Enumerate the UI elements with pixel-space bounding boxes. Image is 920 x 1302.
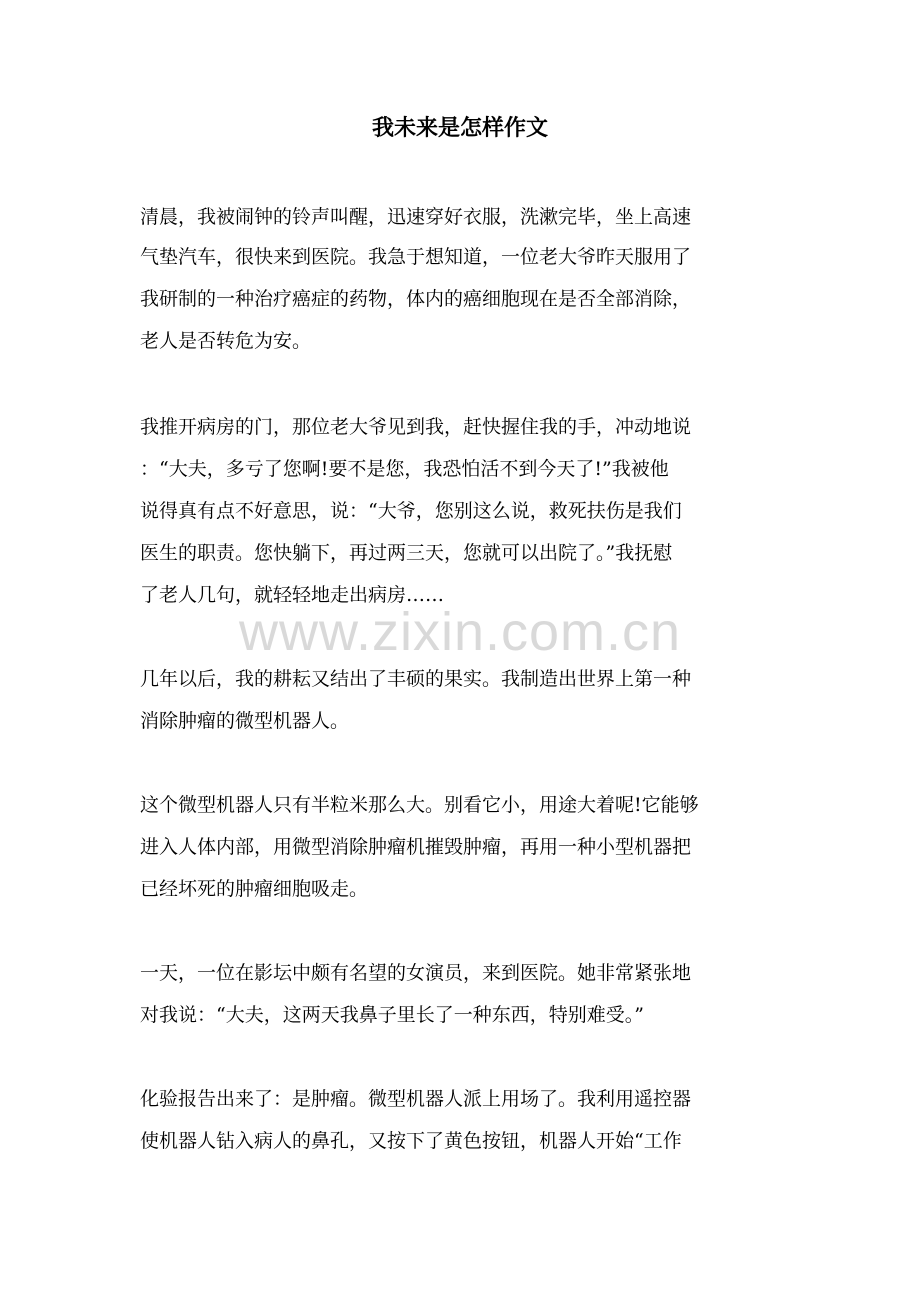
paragraph-4-line-3: 已经坏死的肿瘤细胞吸走。 [140,878,369,900]
paragraph-2-line-2: ：“大夫，多亏了您啊!要不是您，我恐怕活不到今天了!”我被他 [140,458,669,480]
paragraph-5-line-2: 对我说：“大夫，这两天我鼻子里长了一种东西，特别难受。” [140,1004,644,1026]
document-title: 我未来是怎样作文 [371,115,548,141]
paragraph-2-line-4: 医生的职责。您快躺下，再过两三天，您就可以出院了。”我抚慰 [140,542,673,564]
paragraph-1-line-1: 清晨，我被闹钟的铃声叫醒，迅速穿好衣服，洗漱完毕，坐上高速 [140,206,692,228]
paragraph-1-line-4: 老人是否转危为安。 [140,330,312,352]
paragraph-6-line-1: 化验报告出来了：是肿瘤。微型机器人派上用场了。我利用遥控器 [140,1088,692,1110]
paragraph-3-line-1: 几年以后，我的耕耘又结出了丰硕的果实。我制造出世界上第一种 [140,668,692,690]
paragraph-6-line-2: 使机器人钻入病人的鼻孔，又按下了黄色按钮，机器人开始“工作 [140,1130,682,1152]
paragraph-2-line-3: 说得真有点不好意思，说：“大爷，您别这么说，救死扶伤是我们 [140,500,682,522]
paragraph-3-line-2: 消除肿瘤的微型机器人。 [140,710,350,732]
paragraph-5-line-1: 一天，一位在影坛中颇有名望的女演员，来到医院。她非常紧张地 [140,962,692,984]
paragraph-2-line-5: 了老人几句，就轻轻地走出病房…… [140,584,445,606]
paragraph-1-line-3: 我研制的一种治疗癌症的药物，体内的癌细胞现在是否全部消除， [140,288,692,310]
paragraph-4-line-2: 进入人体内部，用微型消除肿瘤机摧毁肿瘤，再用一种小型机器把 [140,836,692,858]
paragraph-1-line-2: 气垫汽车，很快来到医院。我急于想知道，一位老大爷昨天服用了 [140,246,692,268]
watermark: www.zixin.com.cn [238,602,682,662]
paragraph-4-line-1: 这个微型机器人只有半粒米那么大。别看它小，用途大着呢!它能够 [140,794,699,816]
paragraph-2-line-1: 我推开病房的门，那位老大爷见到我，赶快握住我的手，冲动地说 [140,416,692,438]
